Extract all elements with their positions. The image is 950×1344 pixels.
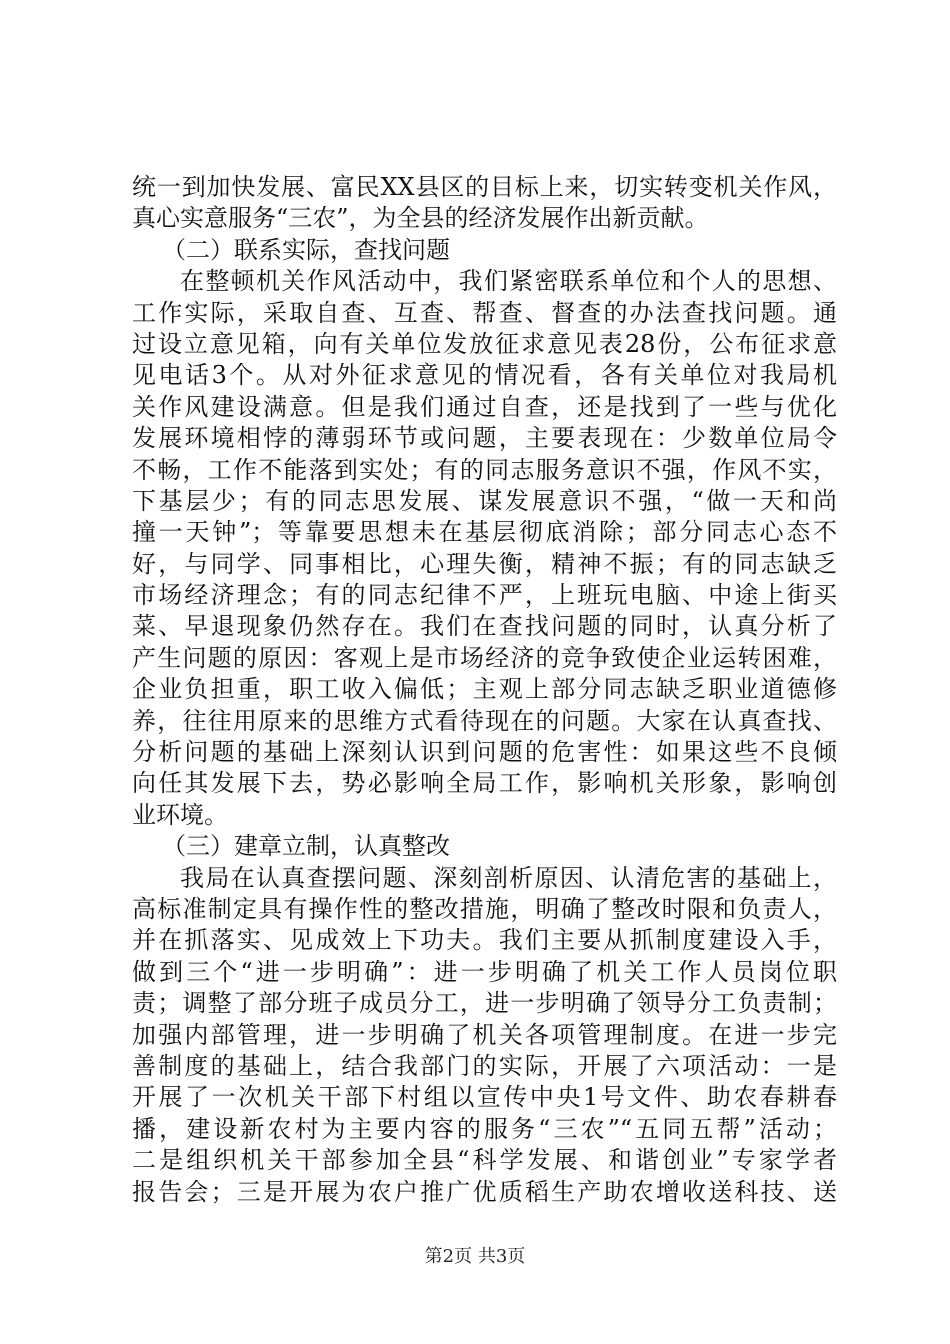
- text-line: 下基层少；有的同志思发展、谋发展意识不强，“做一天和尚: [132, 486, 837, 515]
- section-heading: （二）联系实际，查找问题: [162, 235, 450, 264]
- text-line: 好，与同学、同事相比，心理失衡，精神不振；有的同志缺乏: [132, 549, 837, 578]
- text-line: 报告会；三是开展为农户推广优质稻生产助农增收送科技、送: [132, 1177, 837, 1206]
- text-line: 做到三个“进一步明确”：进一步明确了机关工作人员岗位职: [132, 957, 837, 986]
- text-line: 高标准制定具有操作性的整改措施，明确了整改时限和负责人，: [132, 894, 837, 923]
- text-line: 市场经济理念；有的同志纪律不严，上班玩电脑、中途上街买: [132, 581, 837, 610]
- text-line: 开展了一次机关干部下村组以宣传中央1号文件、助农春耕春: [132, 1083, 837, 1112]
- text-line: 菜、早退现象仍然存在。我们在查找问题的同时，认真分析了: [132, 612, 837, 641]
- text-line: 加强内部管理，进一步明确了机关各项管理制度。在进一步完: [132, 1020, 837, 1049]
- text-line: 真心实意服务“三农”，为全县的经济发展作出新贡献。: [132, 204, 709, 233]
- text-line: 见电话3个。从对外征求意见的情况看，各有关单位对我局机: [132, 361, 837, 390]
- text-line: 关作风建设满意。但是我们通过自查，还是找到了一些与优化: [132, 392, 837, 421]
- text-line: 工作实际，采取自查、互查、帮查、督查的办法查找问题。通: [132, 298, 837, 327]
- page-number-footer: 第2页 共3页: [424, 1246, 526, 1267]
- text-line: 播，建设新农村为主要内容的服务“三农”“五同五帮”活动；: [132, 1114, 837, 1143]
- text-line: 业环境。: [132, 800, 228, 829]
- text-line: 企业负担重，职工收入偏低；主观上部分同志缺乏职业道德修: [132, 675, 837, 704]
- text-line: 向任其发展下去，势必影响全局工作，影响机关形象，影响创: [132, 769, 837, 798]
- text-line: 二是组织机关干部参加全县“科学发展、和谐创业”专家学者: [132, 1146, 837, 1175]
- section-heading: （三）建章立制，认真整改: [162, 832, 450, 861]
- text-line: 善制度的基础上，结合我部门的实际，开展了六项活动：一是: [132, 1051, 837, 1080]
- text-line: 统一到加快发展、富民XX县区的目标上来，切实转变机关作风，: [132, 173, 837, 201]
- text-line: 责；调整了部分班子成员分工，进一步明确了领导分工负责制；: [132, 989, 837, 1018]
- text-line: 分析问题的基础上深刻认识到问题的危害性：如果这些不良倾: [132, 738, 837, 767]
- paragraph-first-line: 在整顿机关作风活动中，我们紧密联系单位和个人的思想、: [180, 267, 837, 296]
- document-body: [132, 172, 837, 1208]
- text-line: 不畅，工作不能落到实处；有的同志服务意识不强，作风不实，: [132, 455, 837, 484]
- text-line: 产生问题的原因：客观上是市场经济的竞争致使企业运转困难，: [132, 643, 837, 672]
- text-line: 养，往往用原来的思维方式看待现在的问题。大家在认真查找、: [132, 706, 837, 735]
- text-line: 并在抓落实、见成效上下功夫。我们主要从抓制度建设入手，: [132, 926, 837, 955]
- paragraph-first-line: 我局在认真查摆问题、深刻剖析原因、认清危害的基础上，: [180, 863, 837, 892]
- text-line: 撞一天钟”；等靠要思想未在基层彻底消除；部分同志心态不: [132, 518, 837, 547]
- text-line: 过设立意见箱，向有关单位发放征求意见表28份，公布征求意: [132, 329, 837, 358]
- text-line: 发展环境相悖的薄弱环节或问题，主要表现在：少数单位局令: [132, 424, 837, 453]
